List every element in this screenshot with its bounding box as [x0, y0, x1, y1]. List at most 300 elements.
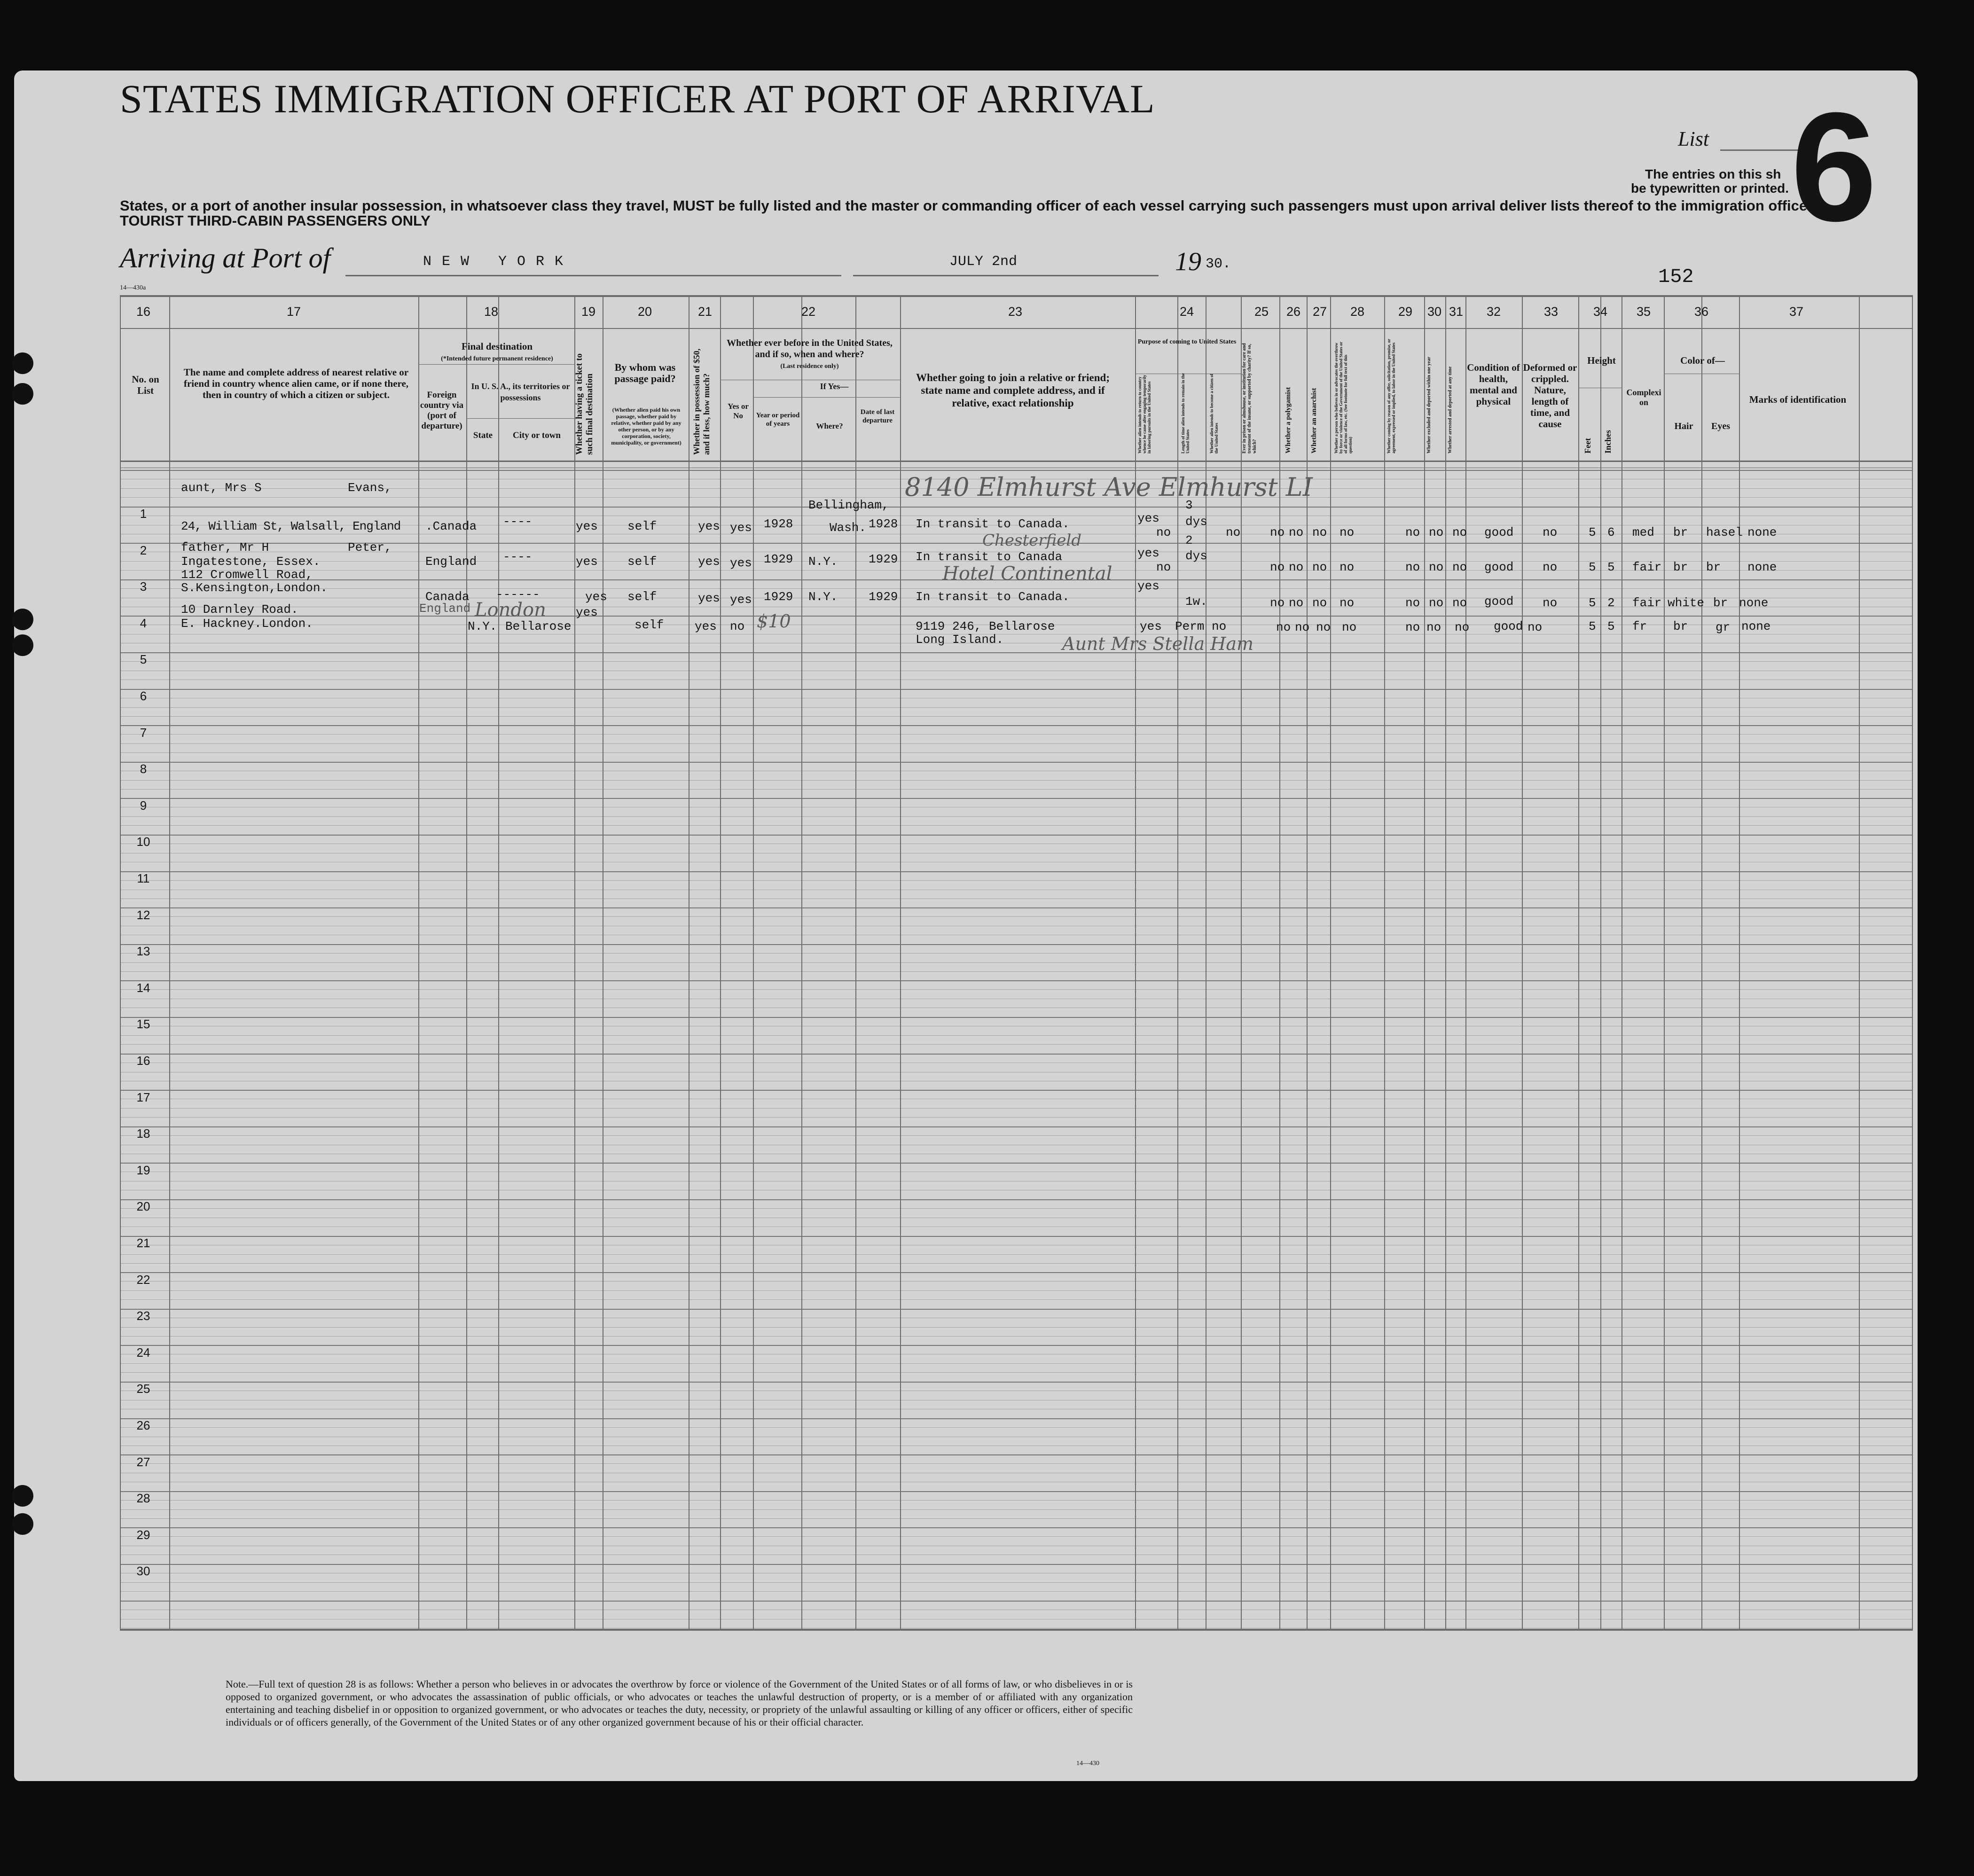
relative-name: Evans, — [348, 481, 392, 495]
ticket: yes — [576, 555, 598, 569]
ever-before: yes — [730, 593, 752, 607]
passage-paid: self — [627, 590, 657, 604]
row-rule — [120, 616, 1913, 617]
ticket: yes — [585, 590, 607, 604]
relative-name: 10 Darnley Road. — [181, 602, 298, 617]
relative-name: father, Mr H — [181, 540, 269, 555]
header-deformed: Deformed or crippled. Nature, length of time, and cause — [1523, 362, 1577, 430]
money: yes — [695, 619, 717, 633]
row-rule — [120, 1454, 1913, 1455]
header-hair: Hair — [1674, 421, 1693, 431]
purpose-return: yes — [1137, 579, 1159, 593]
eye-color: gr — [1716, 620, 1731, 634]
joining-relative: In transit to Canada. — [916, 590, 1070, 604]
row-rule — [120, 689, 1913, 690]
row-rule — [120, 1108, 1913, 1109]
column-rule — [1912, 296, 1913, 1630]
passage-paid: self — [627, 519, 657, 533]
row-rule — [120, 1418, 1913, 1419]
anarchist: no — [1312, 596, 1327, 610]
header-polygamist: Whether a polygamist — [1285, 387, 1292, 453]
row-number: 7 — [140, 726, 147, 740]
row-number: 14 — [136, 981, 150, 995]
health: good — [1494, 619, 1523, 633]
anarchist: no — [1312, 560, 1327, 574]
usa-city: Bellarose — [505, 619, 572, 633]
header-in-usa: In U. S. A., its territories or possessions — [471, 382, 570, 402]
length-of-stay: 3 — [1185, 498, 1193, 512]
header-joining-relative: Whether going to join a relative or friend; state name and complete address, and if relative, exact relationship — [916, 372, 1110, 409]
date-underline — [853, 275, 1159, 276]
column-number: 22 — [801, 305, 816, 319]
arrival-date: JULY 2nd — [949, 254, 1018, 270]
row-rule — [120, 1372, 1913, 1373]
purpose-return: no — [1156, 560, 1171, 574]
row-rule — [120, 1199, 1913, 1200]
form-code: 14—430a — [120, 284, 146, 291]
row-rule — [120, 989, 1913, 990]
row-rule — [120, 1017, 1913, 1018]
height-feet: 5 — [1589, 525, 1596, 539]
header-q29: Whether coming by reason of any offer, solicitation, promise, or agreement, expressed or implied, to labor in the United States — [1386, 339, 1396, 453]
header-ever-before-sub: (Last residence only) — [780, 363, 839, 370]
ever-before: no — [730, 619, 745, 633]
q28: no — [1340, 560, 1355, 574]
table-rule — [120, 328, 1913, 329]
row-rule — [120, 1035, 1913, 1036]
footer-form-code: 14—430 — [1076, 1760, 1099, 1767]
where: N.Y. — [808, 555, 838, 569]
q28: no — [1340, 525, 1355, 539]
column-number: 32 — [1486, 305, 1501, 319]
row-number: 10 — [136, 835, 150, 849]
column-number: 26 — [1286, 305, 1301, 319]
row-number: 13 — [136, 944, 150, 958]
column-rule — [801, 296, 802, 1630]
header-where: Where? — [816, 422, 843, 430]
column-number: 28 — [1350, 305, 1365, 319]
row-rule — [120, 1309, 1913, 1310]
list-label: List — [1678, 127, 1709, 150]
purpose-return: yes — [1137, 546, 1159, 560]
hair-color: br — [1673, 560, 1688, 574]
usa-state: N.Y. — [468, 619, 497, 633]
eye-color: br — [1706, 560, 1721, 574]
ever-before: yes — [730, 556, 752, 570]
row-number: 8 — [140, 762, 147, 776]
header-city: City or town — [512, 430, 561, 440]
column-number: 16 — [136, 305, 151, 319]
purpose-return: no — [1156, 525, 1171, 539]
row-rule — [120, 1090, 1913, 1091]
foreign-country: Canada — [425, 590, 470, 604]
height-inches: 2 — [1607, 596, 1615, 610]
passenger-class-label: TOURIST THIRD-CABIN PASSENGERS ONLY — [120, 212, 431, 229]
row-rule — [120, 707, 1913, 708]
year-suffix: 30. — [1206, 256, 1231, 272]
row-rule — [120, 661, 1913, 662]
row-rule — [120, 980, 1913, 981]
port-value: NEW YORK — [423, 254, 574, 270]
header-prison: Ever in prison or almshouse, or institution for care and treatment of the insane, or supported by charity? If so, which? — [1242, 343, 1257, 453]
row-number: 11 — [137, 871, 150, 885]
row-rule — [120, 1601, 1913, 1602]
q31: no — [1452, 596, 1467, 610]
relative-address: Ingatestone, Essex. — [181, 555, 321, 569]
column-rule — [1600, 296, 1601, 1630]
header-complexion: Complexion — [1626, 388, 1661, 407]
header-q30: Whether excluded and deported within one year — [1426, 357, 1432, 453]
row-rule — [120, 871, 1913, 872]
row-number: 4 — [140, 616, 147, 630]
usa-destination: ---- — [503, 515, 533, 529]
foreign-country: England — [425, 555, 477, 569]
column-number: 21 — [697, 305, 713, 319]
header-passage-paid: By whom was passage paid? — [614, 361, 676, 384]
arriving-label: Arriving at Port of — [120, 242, 331, 274]
eye-color: br — [1713, 596, 1728, 610]
q31: no — [1452, 560, 1467, 574]
row-rule — [120, 588, 1913, 589]
ticket: yes — [576, 605, 598, 619]
row-number: 21 — [136, 1236, 150, 1250]
row-rule — [120, 1263, 1913, 1264]
column-rule — [720, 296, 721, 1630]
anarchist: no — [1316, 620, 1331, 634]
handwritten-address: 8140 Elmhurst Ave Elmhurst LI — [905, 472, 1313, 502]
complexion: med — [1632, 525, 1654, 539]
row-rule — [120, 944, 1913, 945]
passage-paid: self — [634, 618, 664, 632]
row-number: 12 — [136, 908, 150, 922]
header-state: State — [473, 430, 493, 440]
row-rule — [120, 780, 1913, 781]
header-ticket: Whether having a ticket to such final destination — [574, 353, 595, 455]
row-number: 24 — [136, 1345, 150, 1360]
prison: no — [1270, 525, 1285, 539]
header-rule — [466, 418, 574, 419]
row-rule — [120, 1463, 1913, 1464]
eye-color: hasel — [1706, 525, 1743, 539]
column-rule — [855, 296, 856, 1630]
column-rule — [1578, 296, 1579, 1630]
relative-name: 112 Cromwell Road, — [181, 568, 313, 582]
health: good — [1484, 594, 1514, 609]
q28: no — [1342, 620, 1357, 634]
column-rule — [498, 296, 499, 1630]
last-departure: 1928 — [869, 517, 898, 531]
row-rule — [120, 507, 1913, 508]
marks: none — [1747, 560, 1777, 574]
column-rule — [1739, 296, 1740, 1630]
column-number: 24 — [1179, 305, 1194, 319]
binder-hole — [12, 634, 33, 656]
header-foreign-country: Foreign country via (port of departure) — [420, 390, 464, 431]
column-rule — [1859, 296, 1860, 1630]
joining-relative: In transit to Canada — [916, 550, 1063, 564]
money: yes — [698, 591, 720, 605]
prison: no — [1276, 620, 1291, 634]
row-rule — [120, 743, 1913, 744]
height-feet: 5 — [1589, 619, 1596, 633]
header-marks: Marks of identification — [1749, 394, 1847, 405]
header-ever-before: Whether ever before in the United States, and if so, when and where? — [727, 338, 893, 360]
table-top-rule — [120, 295, 1913, 297]
column-rule — [466, 296, 467, 1630]
header-yes-no: Yes or No — [728, 402, 749, 420]
column-number: 34 — [1593, 305, 1608, 319]
q30: no — [1429, 560, 1444, 574]
header-rule — [753, 397, 900, 398]
column-number: 30 — [1427, 305, 1442, 319]
money: yes — [698, 519, 720, 533]
column-rule — [574, 296, 575, 1630]
prison: no — [1270, 560, 1285, 574]
relative-address: E. Hackney.London. — [181, 617, 313, 631]
deformed: no — [1543, 525, 1558, 539]
row-rule — [120, 1491, 1913, 1492]
row-rule — [120, 916, 1913, 917]
length-of-stay: dys — [1185, 515, 1207, 529]
row-rule — [120, 835, 1913, 836]
column-rule — [1424, 296, 1425, 1630]
column-rule — [1384, 296, 1385, 1630]
complexion: fair — [1632, 560, 1662, 574]
row-number: 22 — [136, 1273, 150, 1287]
column-rule — [1445, 296, 1446, 1630]
row-rule — [120, 752, 1913, 753]
column-number: 27 — [1312, 305, 1327, 319]
handwritten-note: Aunt Mrs Stella Ham — [1062, 633, 1254, 654]
relative-address: 24, William St, Walsall, England — [181, 519, 401, 533]
money: yes — [698, 555, 720, 569]
row-rule — [120, 1345, 1913, 1346]
complexion: fair — [1632, 596, 1662, 610]
column-number: 35 — [1636, 305, 1651, 319]
row-number: 20 — [136, 1199, 150, 1213]
header-inches: Inches — [1603, 430, 1613, 453]
handwritten-note: Chesterfield — [982, 531, 1081, 550]
q29: no — [1405, 560, 1420, 574]
column-rule — [1330, 296, 1331, 1630]
row-rule — [120, 1044, 1913, 1045]
row-rule — [120, 1327, 1913, 1328]
citizen: no — [1226, 525, 1241, 539]
hair-color: br — [1673, 619, 1688, 633]
row-rule — [120, 716, 1913, 717]
row-rule — [120, 1236, 1913, 1237]
binder-hole — [12, 1513, 33, 1535]
column-rule — [1701, 296, 1702, 1630]
row-number: 1 — [140, 507, 147, 521]
column-number: 36 — [1694, 305, 1709, 319]
row-number: 6 — [140, 689, 147, 703]
row-number: 16 — [136, 1054, 150, 1068]
row-rule — [120, 816, 1913, 817]
prison: no — [1270, 596, 1285, 610]
column-rule — [1465, 296, 1466, 1630]
last-departure: 1929 — [869, 590, 898, 604]
joining-relative: In transit to Canada. — [916, 517, 1070, 531]
row-rule — [120, 1509, 1913, 1510]
entries-note: be typewritten or printed. — [1631, 181, 1789, 195]
deformed: no — [1528, 620, 1543, 634]
row-rule — [120, 1054, 1913, 1055]
header-purpose: Purpose of coming to United States — [1137, 338, 1237, 345]
column-number: 20 — [637, 305, 652, 319]
row-rule — [120, 652, 1913, 653]
passage-paid: self — [627, 555, 657, 569]
height-inches: 6 — [1607, 525, 1615, 539]
row-rule — [120, 1272, 1913, 1273]
year-period: 1928 — [764, 517, 793, 531]
q29: no — [1405, 596, 1420, 610]
marks: none — [1739, 596, 1769, 610]
header-final-destination-sub: (*Intended future permanent residence) — [441, 355, 553, 362]
length-of-stay: dys — [1185, 549, 1207, 563]
height-inches: 5 — [1607, 560, 1615, 574]
row-rule — [120, 1336, 1913, 1337]
row-number: 15 — [136, 1017, 150, 1031]
header-purpose-a: Whether alien intends to return to country whence he came after engaging temporarily in laboring pursuits in the United States — [1137, 375, 1152, 453]
sheet-number: 152 — [1658, 266, 1694, 288]
header-date-departure: Date of last departure — [860, 408, 895, 424]
ticket: yes — [576, 519, 598, 533]
hair-color: white — [1668, 596, 1705, 610]
joining-relative: Long Island. — [916, 633, 1004, 647]
column-number: 33 — [1543, 305, 1559, 319]
column-number: 31 — [1449, 305, 1464, 319]
header-height: Height — [1587, 355, 1616, 366]
column-rule — [753, 296, 754, 1630]
relative-name: aunt, Mrs S — [181, 481, 262, 495]
row-number: 18 — [136, 1126, 150, 1141]
column-rule — [120, 296, 121, 1630]
row-rule — [120, 825, 1913, 826]
row-rule — [120, 1117, 1913, 1118]
q30: no — [1426, 620, 1441, 634]
q29: no — [1405, 620, 1420, 634]
row-number: 9 — [140, 798, 147, 813]
header-if-yes: If Yes— — [820, 382, 849, 391]
row-rule — [120, 1290, 1913, 1291]
marks: none — [1741, 619, 1771, 633]
row-number: 26 — [136, 1418, 150, 1432]
row-rule — [120, 1518, 1913, 1519]
page-title: STATES IMMIGRATION OFFICER AT PORT OF ARRIVAL — [120, 76, 1155, 121]
header-feet: Feet — [1583, 438, 1592, 453]
purpose-return: yes — [1137, 511, 1159, 525]
year-period: 1929 — [764, 590, 793, 604]
column-rule — [1522, 296, 1523, 1630]
port-underline — [345, 275, 841, 276]
row-rule — [120, 1536, 1913, 1537]
header-eyes: Eyes — [1711, 421, 1730, 431]
handwritten-note: London — [475, 599, 546, 621]
length-of-stay: 1w. — [1185, 594, 1207, 609]
header-year-period: Year or period of years — [756, 412, 800, 428]
column-number: 23 — [1008, 305, 1023, 319]
row-rule — [120, 880, 1913, 881]
binder-hole — [12, 352, 33, 374]
header-purpose-b: Length of time alien intends to remain in the United States — [1181, 373, 1190, 453]
row-rule — [120, 734, 1913, 735]
relative-name: Peter, — [348, 540, 392, 555]
header-no-on-list: No. on List — [132, 374, 159, 396]
citizen: no — [1212, 619, 1227, 633]
health: good — [1484, 525, 1514, 539]
foreign-country: England — [419, 602, 471, 616]
row-rule — [120, 1208, 1913, 1209]
ever-before: yes — [730, 521, 752, 535]
row-rule — [120, 1382, 1913, 1383]
column-number: 19 — [581, 305, 596, 319]
row-rule — [120, 1254, 1913, 1255]
row-rule — [120, 470, 1913, 471]
row-number: 3 — [140, 579, 147, 594]
row-rule — [120, 1126, 1913, 1127]
q31: no — [1452, 525, 1467, 539]
header-money: Whether in possession of $50, and if less, how much? — [692, 348, 711, 455]
length-of-stay: 2 — [1185, 533, 1193, 547]
polygamist: no — [1289, 560, 1304, 574]
height-feet: 5 — [1589, 596, 1596, 610]
row-rule — [120, 725, 1913, 726]
row-rule — [120, 1299, 1913, 1300]
column-rule — [900, 296, 901, 1630]
row-rule — [120, 1427, 1913, 1428]
complexion: fr — [1632, 619, 1647, 633]
relative-address: S.Kensington,London. — [181, 581, 328, 595]
row-number: 23 — [136, 1309, 150, 1323]
row-rule — [120, 1564, 1913, 1565]
column-number: 37 — [1789, 305, 1804, 319]
length-of-stay: Perm — [1175, 619, 1205, 633]
row-rule — [120, 798, 1913, 799]
column-rule — [1664, 296, 1665, 1630]
row-rule — [120, 1363, 1913, 1364]
year-period: 1929 — [764, 552, 793, 566]
header-purpose-c: Whether alien intends to become a citizen of the United States — [1209, 374, 1219, 453]
row-number: 30 — [136, 1564, 150, 1578]
polygamist: no — [1289, 596, 1304, 610]
header-anarchist: Whether an anarchist — [1310, 388, 1318, 453]
header-relative-address: The name and complete address of nearest relative or friend in country whence alien came, or if none there, then in country of which a citizen or subject. — [183, 367, 409, 400]
header-final-destination: Final destination — [461, 341, 533, 352]
q30: no — [1429, 596, 1444, 610]
row-number: 17 — [136, 1090, 150, 1104]
row-rule — [120, 1135, 1913, 1136]
marks: none — [1747, 525, 1777, 539]
usa-destination: ------ — [496, 587, 540, 602]
row-rule — [120, 1582, 1913, 1583]
binder-hole — [12, 609, 33, 630]
row-rule — [120, 1163, 1913, 1164]
column-number: 17 — [286, 305, 301, 319]
header-q31: Whether arrested and deported at any time — [1448, 366, 1453, 453]
header-q28: Whether a person who believes in or advocates the overthrow by force or violence of the Government of the United States or of all forms of law, etc. (See footnote for full text of this question) — [1334, 342, 1353, 453]
row-number: 29 — [136, 1528, 150, 1542]
row-rule — [120, 971, 1913, 972]
q28: no — [1340, 596, 1355, 610]
table-bottom-rule — [120, 1629, 1913, 1631]
joining-relative: 9119 246, Bellarose — [916, 619, 1055, 633]
deformed: no — [1543, 596, 1558, 610]
footnote: Note.—Full text of question 28 is as follows: Whether a person who believes in or advocates the overthrow by force or violence of the Government of the United States or of all forms of law, or who disbelieves in or is opposed to organized government, or who advocates the assassination of public officials, or who advocates or teaches the unlawful destruction of property, or is a member of or affiliated with any organization entertaining and teaching disbelief in or opposition to organized government, or who advocates or teaches the duty, necessity, or propriety of the unlawful assaulting or killing of any officer or officers, either of specific individuals or of officers generally, of the Government of the United States or of any other organized government because of his or their official character. — [226, 1678, 1133, 1728]
row-number: 5 — [140, 652, 147, 666]
height-inches: 5 — [1607, 619, 1615, 633]
column-number: 25 — [1254, 305, 1269, 319]
